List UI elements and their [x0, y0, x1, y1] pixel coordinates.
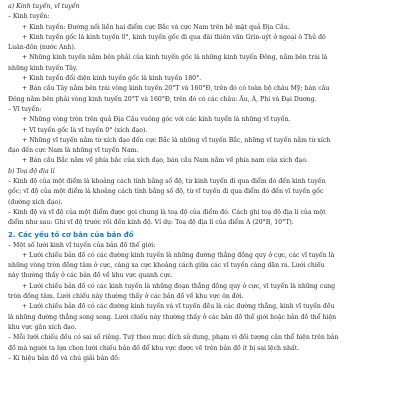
vi-tuyen-label: – Vĩ tuyến:: [8, 105, 42, 113]
paragraph-line: Luân-đôn (nước Anh).: [8, 44, 76, 52]
kinh-tuyen-label: – Kinh tuyến:: [8, 13, 50, 21]
paragraph-line: đạo đến cực Nam là những vĩ tuyến Nam.: [8, 147, 139, 155]
paragraph-line: những kinh tuyến Tây.: [8, 64, 78, 72]
paragraph-line: – Mỗi lưới chiếu đều có sai số riêng. Tuỳ theo mục đích sử dụng, phạm vi đối tượng cần thể hiện trên bản: [8, 334, 339, 342]
paragraph-line: những vòng tròn đồng tâm ở cực, càng xa cực khoảng cách giữa các vĩ tuyến càng dãn ra. Lưới chiếu: [8, 262, 325, 270]
paragraph-line: + Kinh tuyến gốc là kinh tuyến 0°, kinh tuyến gốc đi qua đài thiên văn Grin-uýt ở ngoại ô Thủ đô: [22, 33, 326, 41]
paragraph-line: + Những vòng tròn trên quả Địa Cầu vuông góc với các kinh tuyến là những vĩ tuyến.: [22, 116, 291, 124]
section-b-title: b) Toạ độ địa lí: [8, 167, 55, 175]
paragraph-line: Đông nằm bên phải vòng kinh tuyến 20°T và 160°Đ, trên đó có các châu: Âu, Á, Phi và Đại Dương.: [8, 95, 317, 103]
paragraph-line: gốc; vĩ độ của một điểm là khoảng cách tính bằng số độ, từ vĩ tuyến đi qua điểm đó đến vĩ tuyến gốc: [8, 188, 324, 196]
paragraph-line: (đường xích đạo).: [8, 198, 63, 206]
paragraph-line: + Bán cầu Bắc nằm về phía bắc của xích đạo, bán cầu Nam nằm về phía nam của xích đạo.: [22, 157, 308, 165]
paragraph-line: khu vực gần xích đạo.: [8, 323, 77, 331]
section-a-title: a) Kinh tuyến, vĩ tuyến: [8, 3, 80, 10]
section-heading: 2. Các yếu tố cơ bản của bản đồ: [8, 230, 134, 239]
paragraph-line: là những đường thẳng song song. Lưới chiếu này thường thấy ở các bản đồ thế giới hoặc bản đồ thể hiện: [8, 313, 337, 321]
paragraph-line: + Lưới chiếu bản đồ có các đường kinh tuyến và vĩ tuyến đều là các đường thẳng, kinh vĩ tuyến đều: [22, 303, 335, 311]
paragraph-line: + Những vĩ tuyến nằm từ xích đạo đến cực Bắc là những vĩ tuyến Bắc, những vĩ tuyến nằm từ xích: [22, 136, 331, 144]
paragraph-line: – Một số lưới kinh vĩ tuyến của bản đồ thế giới:: [8, 241, 156, 249]
paragraph-line: này thường thấy ở các bản đồ về khu vực quanh cực.: [8, 272, 173, 280]
paragraph-line: + Lưới chiếu bản đồ có các đường kinh tuyến là những đường thẳng đồng quy ở cực, các vĩ tuyến là: [22, 251, 335, 259]
paragraph-line: + Kinh tuyến đối diện kinh tuyến gốc là kinh tuyến 180°.: [22, 75, 202, 83]
paragraph-line: tròn đồng tâm. Lưới chiếu này thường thấy ở các bản đồ về khu vực ôn đới.: [8, 293, 244, 301]
paragraph-line: + Kinh tuyến: Đường nối liền hai điểm cực Bắc và cực Nam trên bề mặt quả Địa Cầu.: [22, 23, 290, 31]
paragraph-line: điểm như sau: Ghi vĩ độ trước rồi đến kinh độ. Ví dụ: Toạ độ địa lí của điểm A (20°B, 10°T).: [8, 219, 294, 227]
paragraph-line: – Kinh độ và vĩ độ của một điểm được gọi chung là toạ độ của điểm đó. Cách ghi toạ độ địa lí của một: [8, 208, 326, 216]
paragraph-line: + Bán cầu Tây nằm bên trái vòng kinh tuyến 20°T và 160°Đ, trên đó có toàn bộ châu Mỹ; bán cầu: [22, 85, 330, 93]
paragraph-line: – Kinh độ của một điểm là khoảng cách tính bằng số độ, từ kinh tuyến đi qua điểm đó đến kinh tuyến: [8, 178, 326, 186]
paragraph-line: đồ mà người ta lựa chọn lưới chiếu bản đồ để khu vực được vẽ trên bản đồ ít bị sai lệch nhất.: [8, 344, 300, 352]
paragraph-line: – Kí hiệu bản đồ và chú giải bản đồ:: [8, 354, 121, 362]
paragraph-line: + Vĩ tuyến gốc là vĩ tuyến 0° (xích đạo).: [22, 126, 148, 134]
paragraph-line: + Lưới chiếu bản đồ có các kinh tuyến là những đoạn thẳng đồng quy ở cực, vĩ tuyến là những cung: [22, 282, 336, 290]
paragraph-line: + Những kinh tuyến nằm bên phải của kinh tuyến gốc là những kinh tuyến Đông, nằm bên trái là: [22, 54, 328, 62]
